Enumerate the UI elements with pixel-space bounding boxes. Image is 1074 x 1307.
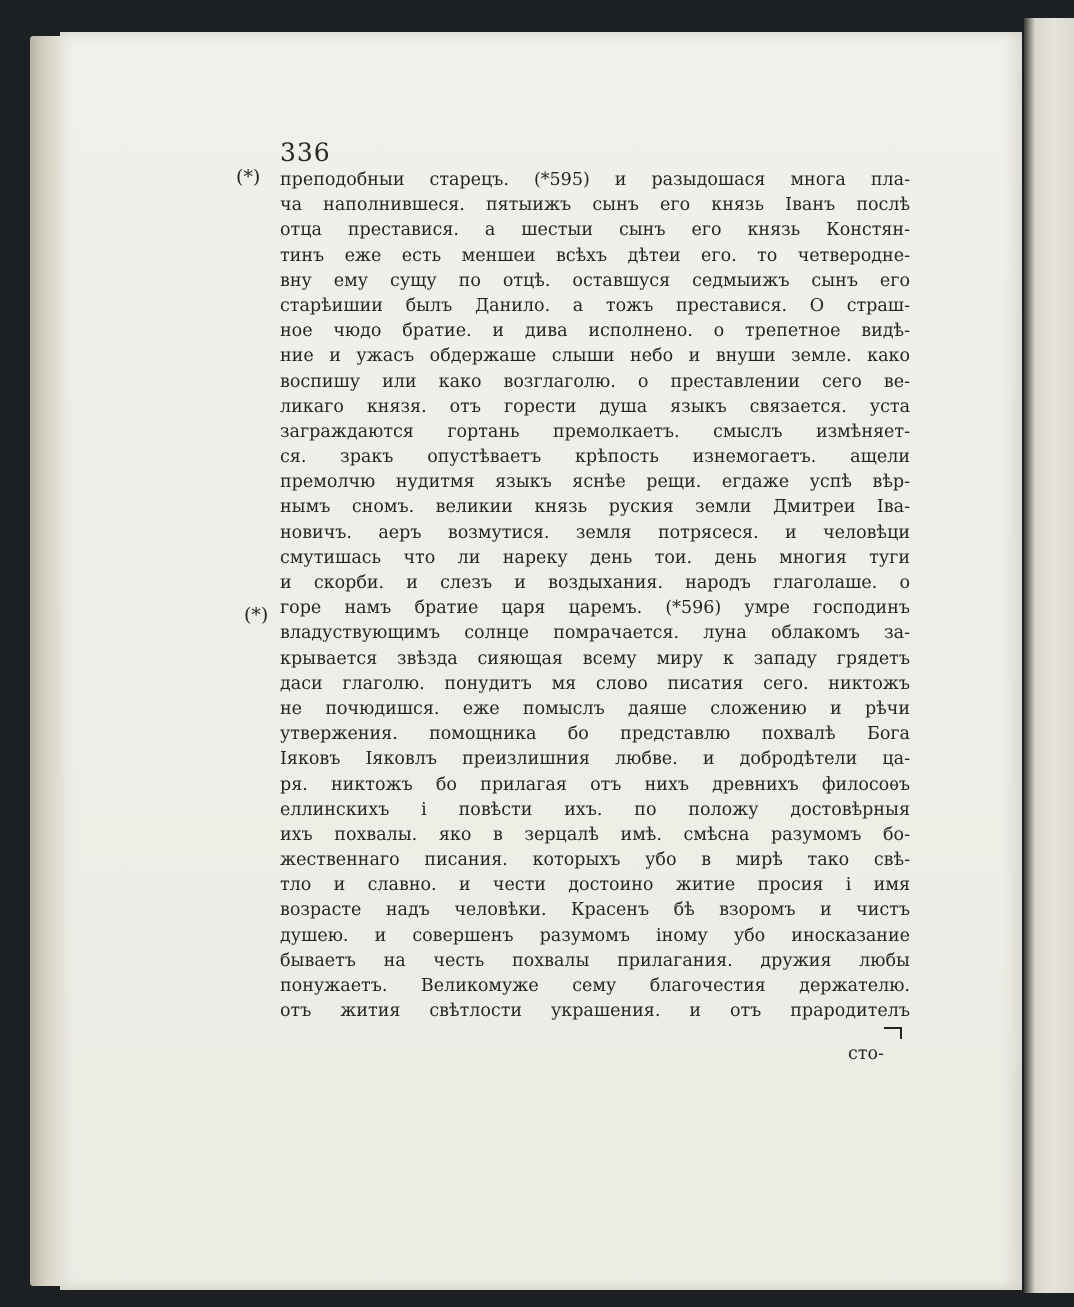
text-line: нымъ сномъ. великии князь руския земли Дмитреи Іва-: [280, 497, 910, 518]
text-line: еллинскихъ і повѣсти ихъ. по положу достовѣрныя: [280, 799, 910, 820]
facing-page-edge: [1024, 18, 1074, 1293]
text-line: воспишу или како возглаголю. о преставлении сего ве-: [280, 371, 910, 392]
text-line: тло и славно. и чести достоино житие просия і имя: [280, 875, 910, 896]
text-line: тинъ еже есть меншеи всѣхъ дѣтеи его. то четвероднe-: [280, 245, 910, 266]
footnote-marker-second: (*): [244, 604, 269, 626]
text-line: возрасте надъ человѣки. Красенъ бѣ взоромъ и чистъ: [280, 900, 910, 921]
text-line: новичъ. аеръ возмутися. земля потрясеся. и человѣци: [280, 522, 910, 543]
text-line: ное чюдо братие. и дива исполнено. о трепетное видѣ-: [280, 321, 910, 342]
text-line: жественнаго писания. которыхъ убо в мирѣ тако свѣ-: [280, 850, 910, 871]
text-line: владуствующимъ солнце помрачается. луна облакомъ за-: [280, 623, 910, 644]
text-line: вну ему сущу по отцѣ. оставшуся седмыижъ сынъ его: [280, 270, 910, 291]
text-line: смутишась что ли нареку день тои. день многия туги: [280, 547, 910, 568]
catchword: сто-: [848, 1044, 884, 1064]
footnote-marker-first: (*): [236, 166, 261, 188]
page-number: 336: [280, 138, 331, 167]
text-line: отца преставися. а шестыи сынъ его князь Констян-: [280, 220, 910, 241]
text-line: утвержения. помощника бо представлю похвалѣ Бога: [280, 724, 910, 745]
text-line: ликаго князя. отъ горести душа языкъ связается. уста: [280, 396, 910, 417]
text-line: премолчю нудитмя языкъ яснѣе рещи. егдаже успѣ вѣр-: [280, 472, 910, 493]
text-line: ча наполнившеся. пятыижъ сынъ его князь Іванъ послѣ: [280, 195, 910, 216]
text-line: не почюдишся. еже помыслъ даяше сложению и рѣчи: [280, 698, 910, 719]
text-line: бываетъ на честь похвалы прилагания. дружия любы: [280, 950, 910, 971]
text-line: горе намъ братие царя царемъ. (*596) умре господинъ: [280, 598, 910, 619]
text-line: и скорби. и слезъ и воздыхания. народъ глаголаше. о: [280, 573, 910, 593]
text-line: Іяковъ Іяковлъ преизлишния любве. и добродѣтели ца-: [280, 749, 910, 770]
catchword-bracket: [884, 1027, 902, 1039]
text-line: даси глаголю. понудитъ мя слово писатия сего. никтожъ: [280, 673, 910, 694]
text-line: ние и ужасъ обдержаше слыши небо и внуши земле. како: [280, 346, 910, 367]
text-line: душею. и совершенъ разумомъ іному убо иносказание: [280, 925, 910, 946]
text-line: понужаетъ. Великомуже сему благочестия держателю.: [280, 976, 910, 996]
text-line: крывается звѣзда сияющая всему миру к западу грядетъ: [280, 648, 910, 669]
text-line: преподобныи старецъ. (*595) и разыдошася многа пла-: [280, 170, 910, 190]
text-line: ихъ похвалы. яко в зерцалѣ имѣ. смѣсна разумомъ бо-: [280, 824, 910, 845]
text-line: отъ жития свѣтлости украшения. и отъ прародителъ: [280, 1001, 910, 1022]
text-line: старѣишии былъ Данило. а тожъ преставися. О страш-: [280, 295, 910, 316]
text-line: заграждаются гортань премолкаетъ. смыслъ измѣняет-: [280, 421, 910, 442]
body-text: [280, 168, 910, 1024]
text-line: ся. зракъ опустѣваетъ крѣпость изнемогаетъ. ащели: [280, 447, 910, 468]
text-line: ря. никтожъ бо прилагая отъ нихъ древнихъ филосоѳъ: [280, 774, 910, 795]
